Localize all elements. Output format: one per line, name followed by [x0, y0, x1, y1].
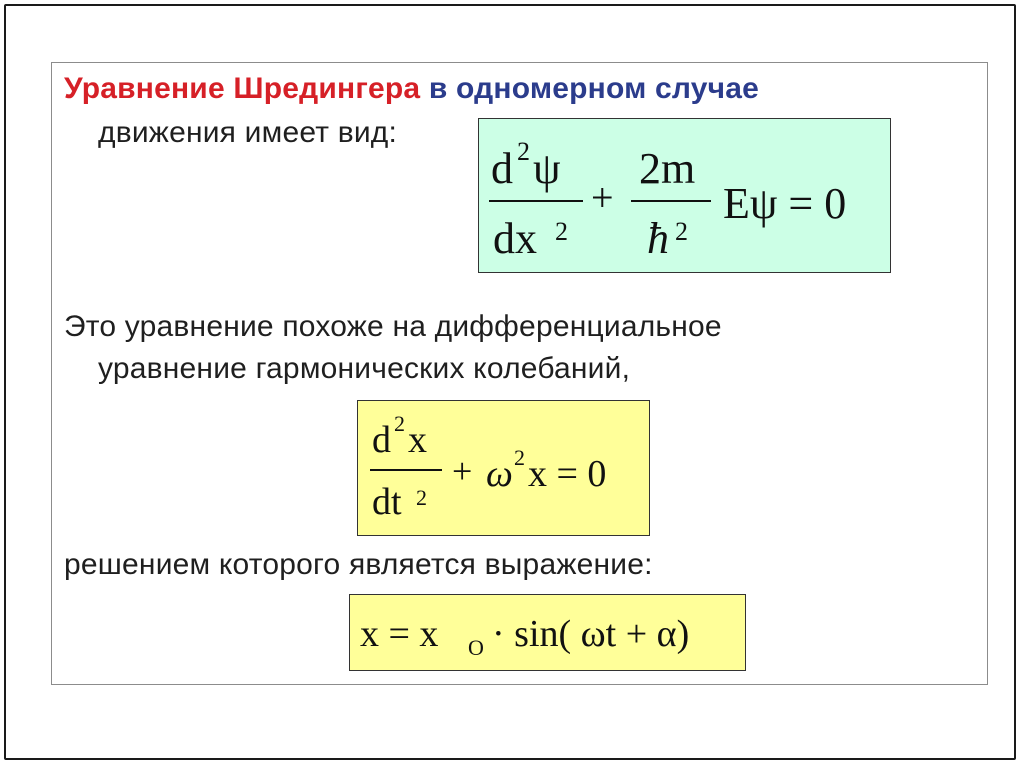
oscillator-plus: +	[452, 451, 473, 491]
schrodinger-num1-psi: ψ	[533, 144, 561, 193]
text-line-3: Это уравнение похоже на дифференциальное	[64, 310, 722, 343]
text-line-5: решением которого является выражение:	[64, 548, 653, 581]
text-line-2: движения имеет вид:	[98, 116, 398, 149]
title-blue-part: в одномерном случае	[420, 72, 760, 105]
schrodinger-num2-2m: 2m	[639, 144, 696, 193]
solution-rhs: · sin( ωt + α)	[492, 613, 690, 655]
oscillator-num-d: d	[372, 419, 391, 461]
schrodinger-den1-dx: dx	[493, 214, 537, 263]
oscillator-num-sup: 2	[394, 411, 405, 436]
oscillator-num-x: x	[408, 419, 427, 461]
oscillator-formula-box	[357, 400, 650, 536]
schrodinger-plus: +	[591, 175, 614, 220]
solution-subscript: O	[468, 635, 484, 660]
schrodinger-formula-box	[478, 118, 891, 273]
oscillator-omega-sup: 2	[514, 445, 525, 470]
schrodinger-tail: Eψ = 0	[723, 179, 847, 228]
title-red-part: Уравнение Шредингера	[64, 72, 421, 105]
schrodinger-num1-sup: 2	[517, 137, 530, 166]
oscillator-den-dt: dt	[372, 481, 402, 523]
schrodinger-den2-sup: 2	[675, 217, 688, 246]
oscillator-den-sup: 2	[416, 485, 427, 510]
schrodinger-den1-sup: 2	[555, 217, 568, 246]
oscillator-frac-bar	[370, 469, 442, 471]
schrodinger-num1-d: d	[491, 144, 513, 193]
text-line-4: уравнение гармонических колебаний,	[98, 352, 631, 385]
solution-lhs: x = x	[360, 613, 439, 655]
oscillator-omega: ω	[486, 453, 513, 495]
title-line	[64, 72, 759, 106]
schrodinger-den2-hbar: ħ	[647, 214, 669, 263]
schrodinger-frac-bar-1	[489, 200, 583, 202]
solution-formula-box	[349, 594, 746, 671]
oscillator-tail: x = 0	[528, 453, 607, 495]
schrodinger-frac-bar-2	[631, 200, 711, 202]
